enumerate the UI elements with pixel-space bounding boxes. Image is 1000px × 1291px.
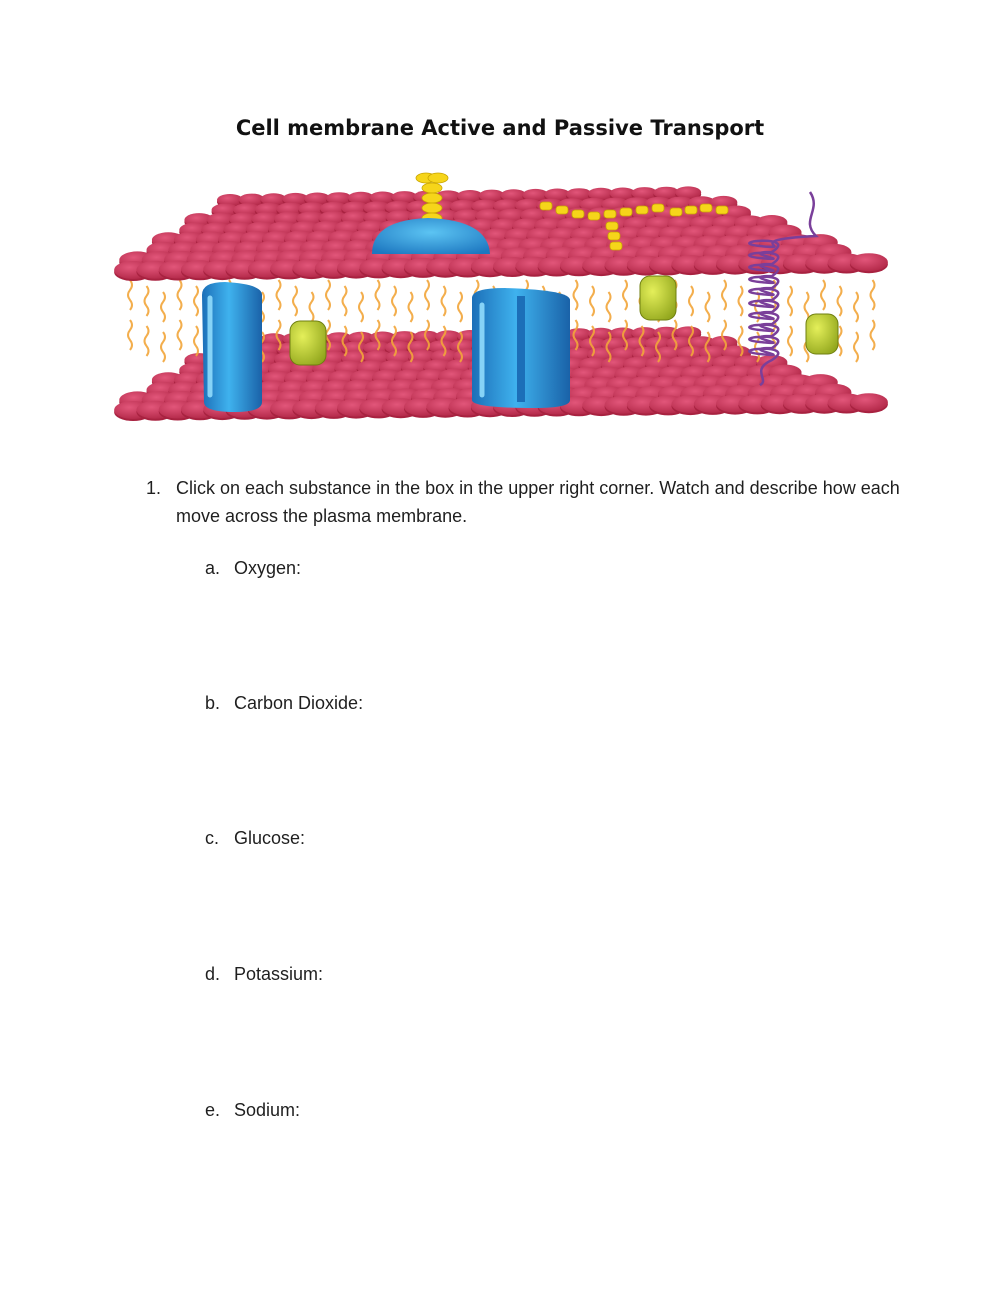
carbohydrate-bead xyxy=(620,208,632,216)
question-1 xyxy=(146,474,906,530)
carbohydrate-bead xyxy=(670,208,682,216)
lipid-tail xyxy=(277,280,281,310)
globular-protein xyxy=(290,321,326,365)
lipid-tail xyxy=(788,326,792,356)
carbohydrate-bead xyxy=(685,206,697,214)
lipid-tail xyxy=(871,280,875,310)
lipid-tail xyxy=(145,326,149,356)
lipid-tail xyxy=(128,320,132,350)
item-letter: d. xyxy=(205,964,221,984)
lipid-tail xyxy=(821,280,825,310)
cell-membrane-illustration xyxy=(110,170,900,450)
item-label: Potassium: xyxy=(234,964,324,984)
lipid-tail xyxy=(161,292,165,322)
carbohydrate-bead xyxy=(422,193,442,203)
lipid-tail xyxy=(574,280,578,310)
lipid-tail xyxy=(178,280,182,310)
question-text: Click on each substance in the box in the upper right corner. Watch and describe how each move across the plasma membrane. xyxy=(176,478,900,526)
carbohydrate-bead xyxy=(428,173,448,183)
item-letter: a. xyxy=(205,558,221,578)
lipid-tail xyxy=(326,280,330,310)
item-label: Glucose: xyxy=(234,828,306,848)
lipid-tail xyxy=(458,292,462,322)
item-label: Carbon Dioxide: xyxy=(234,693,364,713)
lipid-tail xyxy=(392,286,396,316)
lipid-tail xyxy=(623,280,627,310)
lipid-tail xyxy=(871,320,875,350)
carbohydrate-bead xyxy=(588,212,600,220)
phospholipid-head xyxy=(850,253,888,271)
carbohydrate-bead xyxy=(700,204,712,212)
lipid-tail xyxy=(706,292,710,322)
carbohydrate-bead xyxy=(540,202,552,210)
carbohydrate-bead xyxy=(606,222,618,230)
lipid-tail xyxy=(409,292,413,322)
carbohydrate-bead xyxy=(572,210,584,218)
substance-item-oxygen xyxy=(205,555,301,581)
question-number: 1. xyxy=(146,478,162,498)
lipid-tail xyxy=(343,286,347,316)
carbohydrate-bead xyxy=(422,203,442,213)
item-letter: e. xyxy=(205,1100,221,1120)
carbohydrate-bead xyxy=(610,242,622,250)
lipid-tail xyxy=(854,332,858,362)
lipid-tail xyxy=(178,320,182,350)
lipid-tail xyxy=(161,332,165,362)
page-title: Cell membrane Active and Passive Transport xyxy=(235,116,765,140)
carbohydrate-bead xyxy=(652,204,664,212)
lipid-tail xyxy=(788,286,792,316)
lipid-tail xyxy=(128,280,132,310)
item-label: Oxygen: xyxy=(234,558,302,578)
carbohydrate-bead xyxy=(556,206,568,214)
globular-protein xyxy=(806,314,838,354)
lipid-tail xyxy=(838,286,842,316)
lipid-tail xyxy=(854,292,858,322)
item-letter: c. xyxy=(205,828,220,848)
substance-item-potassium xyxy=(205,961,323,987)
lipid-tail xyxy=(689,286,693,316)
lipid-tail xyxy=(590,286,594,316)
carbohydrate-bead xyxy=(608,232,620,240)
substance-item-sodium xyxy=(205,1097,300,1123)
globular-protein xyxy=(640,276,676,320)
lipid-tail xyxy=(310,292,314,322)
lipid-tail xyxy=(442,286,446,316)
substance-item-carbon-dioxide xyxy=(205,690,363,716)
lipid-tail xyxy=(607,292,611,322)
lipid-tail xyxy=(293,286,297,316)
upper-phospholipid-layer xyxy=(114,186,888,281)
carbohydrate-bead xyxy=(422,183,442,193)
lipid-tail xyxy=(145,286,149,316)
lipid-tail xyxy=(722,280,726,310)
item-label: Sodium: xyxy=(234,1100,301,1120)
lipid-tail xyxy=(376,280,380,310)
lipid-tail xyxy=(739,286,743,316)
membrane-diagram-svg xyxy=(110,170,900,450)
carbohydrate-bead xyxy=(636,206,648,214)
carbohydrate-bead xyxy=(604,210,616,218)
carbohydrate-bead xyxy=(716,206,728,214)
phospholipid-head xyxy=(850,393,888,411)
lipid-tail xyxy=(425,280,429,310)
substance-item-glucose xyxy=(205,825,305,851)
item-letter: b. xyxy=(205,693,221,713)
lipid-tail xyxy=(359,292,363,322)
lipid-tail xyxy=(194,326,198,356)
lipid-tail xyxy=(194,286,198,316)
